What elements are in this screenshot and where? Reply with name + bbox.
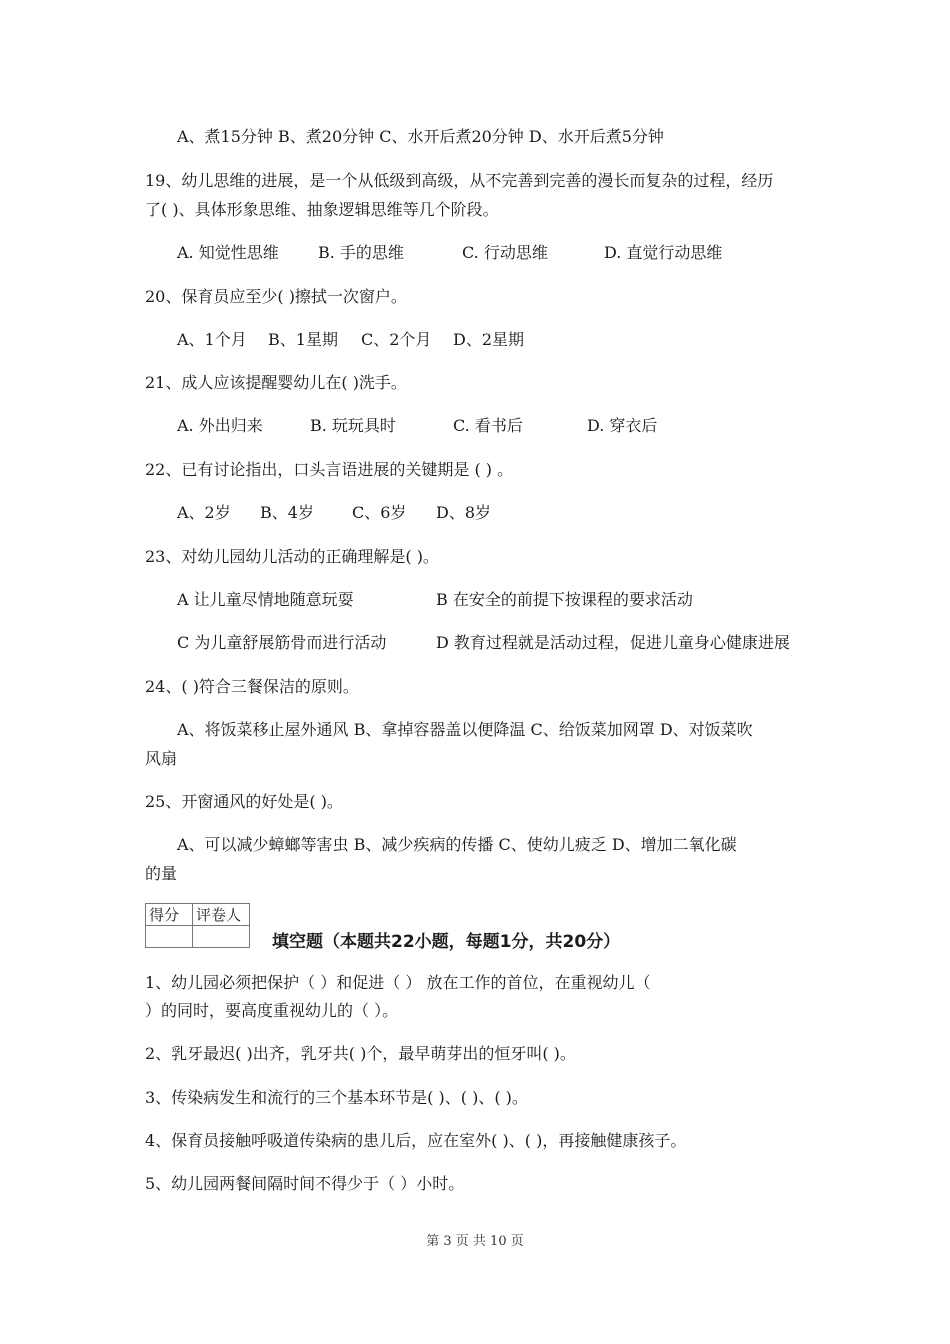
- question-19-option-a: A. 知觉性思维: [177, 243, 279, 262]
- question-21-text: 21、成人应该提醒婴幼儿在( )洗手。: [145, 373, 407, 392]
- question-24-options-line2: 风扇: [145, 749, 178, 768]
- question-20-text: 20、保育员应至少( )擦拭一次窗户。: [145, 287, 407, 306]
- question-24-options-line1: A、将饭菜移止屋外通风 B、拿掉容器盖以便降温 C、给饭菜加网罩 D、对饭菜吹: [177, 720, 753, 739]
- blank-question-1-line1: 1、幼儿园必须把保护（ ）和促进（ ） 放在工作的首位，在重视幼儿（: [145, 973, 651, 992]
- question-19-text-line2: 了( )、具体形象思维、抽象逻辑思维等几个阶段。: [145, 200, 499, 219]
- question-21-option-c: C. 看书后: [453, 416, 523, 435]
- question-19-option-c: C. 行动思维: [462, 243, 548, 262]
- blank-question-4: 4、保育员接触呼吸道传染病的患儿后，应在室外( )、( )，再接触健康孩子。: [145, 1131, 687, 1150]
- question-18-options: A、煮15分钟 B、煮20分钟 C、水开后煮20分钟 D、水开后煮5分钟: [177, 127, 664, 146]
- question-23-option-d: D 教育过程就是活动过程，促进儿童身心健康进展: [436, 633, 790, 652]
- question-24-text: 24、( )符合三餐保洁的原则。: [145, 677, 359, 696]
- question-19-option-b: B. 手的思维: [318, 243, 404, 262]
- question-22-text: 22、已有讨论指出，口头言语进展的关键期是 ( ) 。: [145, 460, 514, 479]
- score-cell[interactable]: [146, 926, 193, 948]
- blank-question-2: 2、乳牙最迟( )出齐，乳牙共( )个，最早萌芽出的恒牙叫( )。: [145, 1044, 576, 1063]
- question-25-options-line2: 的量: [145, 864, 178, 883]
- page-number: 第 3 页 共 10 页: [426, 1234, 524, 1249]
- question-21-option-a: A. 外出归来: [177, 416, 263, 435]
- grader-cell[interactable]: [193, 926, 250, 948]
- question-20-option-c: C、2个月: [361, 330, 432, 349]
- question-22-option-c: C、6岁: [352, 503, 407, 522]
- question-21-option-b: B. 玩玩具时: [310, 416, 396, 435]
- grader-header: 评卷人: [193, 904, 250, 926]
- blank-question-1-line2: ）的同时，要高度重视幼儿的（ ）。: [145, 1001, 399, 1020]
- question-25-options-line1: A、可以减少蟑螂等害虫 B、减少疾病的传播 C、使幼儿疲乏 D、增加二氧化碳: [177, 835, 737, 854]
- question-20-option-b: B、1星期: [268, 330, 338, 349]
- question-23-text: 23、对幼儿园幼儿活动的正确理解是( )。: [145, 547, 439, 566]
- question-22-option-b: B、4岁: [260, 503, 314, 522]
- question-23-option-c: C 为儿童舒展筋骨而进行活动: [177, 633, 387, 652]
- question-20-option-d: D、2星期: [453, 330, 525, 349]
- question-22-option-d: D、8岁: [436, 503, 492, 522]
- question-20-option-a: A、1个月: [177, 330, 247, 349]
- score-table: [145, 903, 250, 948]
- question-23-option-a: A 让儿童尽情地随意玩耍: [177, 590, 354, 609]
- question-25-text: 25、开窗通风的好处是( )。: [145, 792, 343, 811]
- question-22-option-a: A、2岁: [177, 503, 231, 522]
- question-19-option-d: D. 直觉行动思维: [604, 243, 723, 262]
- question-19-text-line1: 19、幼儿思维的进展，是一个从低级到高级，从不完善到完善的漫长而复杂的过程，经历: [145, 171, 774, 190]
- blank-question-3: 3、传染病发生和流行的三个基本环节是( )、( )、( )。: [145, 1088, 528, 1107]
- question-23-option-b: B 在安全的前提下按课程的要求活动: [436, 590, 693, 609]
- score-header: 得分: [146, 904, 193, 926]
- section-title: 填空题（本题共22小题，每题1分，共20分）: [272, 932, 621, 952]
- question-21-option-d: D. 穿衣后: [587, 416, 658, 435]
- blank-question-5: 5、幼儿园两餐间隔时间不得少于（ ）小时。: [145, 1174, 465, 1193]
